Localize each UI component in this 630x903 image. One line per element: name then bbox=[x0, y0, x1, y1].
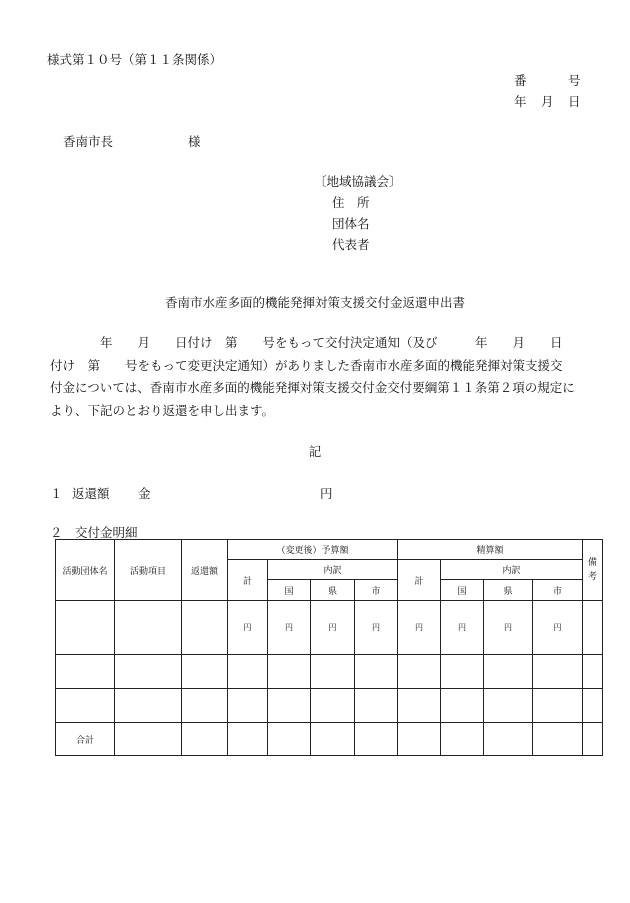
header-settlement-breakdown: 内訳 bbox=[441, 560, 583, 580]
body-line: 年 月 日付け 第 号をもって交付決定通知（及び 年 月 日 bbox=[50, 335, 563, 350]
ki-heading: 記 bbox=[308, 444, 322, 459]
header-activity: 活動項目 bbox=[115, 540, 182, 601]
refund-amount-line bbox=[50, 484, 350, 500]
table-row bbox=[56, 689, 603, 723]
sender-block bbox=[314, 172, 402, 256]
document-title: 香南市水産多面的機能発揮対策支援交付金返還申出書 bbox=[164, 295, 465, 310]
remarks-label: 備 考 bbox=[587, 558, 597, 582]
yen-unit: 円 bbox=[355, 601, 398, 655]
item1-label: 返還額 bbox=[72, 486, 110, 501]
header-settlement-prefecture: 県 bbox=[484, 580, 533, 601]
sender-representative: 代表者 bbox=[332, 237, 370, 252]
header-budget-prefecture: 県 bbox=[311, 580, 355, 601]
header-remarks bbox=[583, 540, 603, 601]
addressee-honorific: 様 bbox=[188, 134, 201, 149]
sender-org: 〔地域協議会〕 bbox=[314, 174, 402, 189]
date-day: 日 bbox=[568, 94, 581, 109]
sender-address: 住 所 bbox=[332, 195, 370, 210]
header-budget: （変更後）予算額 bbox=[228, 540, 398, 560]
yen-unit: 円 bbox=[398, 601, 441, 655]
header-settlement-city: 市 bbox=[533, 580, 583, 601]
body-text bbox=[50, 332, 580, 422]
date-month: 月 bbox=[541, 94, 554, 109]
yen-unit: 円 bbox=[268, 601, 311, 655]
header-settlement-total: 計 bbox=[398, 560, 441, 601]
header-budget-breakdown: 内訳 bbox=[268, 560, 398, 580]
header-budget-city: 市 bbox=[355, 580, 398, 601]
item1-unit: 円 bbox=[320, 486, 333, 501]
yen-unit: 円 bbox=[533, 601, 583, 655]
sum-label: 合計 bbox=[56, 723, 115, 756]
item1-number: １ bbox=[50, 486, 63, 501]
grant-detail-heading: ２ 交付金明細 bbox=[50, 525, 138, 540]
body-line: より、下記のとおり返還を申し出ます。 bbox=[50, 402, 275, 418]
number-label: 番 bbox=[514, 73, 527, 88]
header-refund: 返還額 bbox=[182, 540, 228, 601]
addressee bbox=[63, 132, 201, 150]
date-year: 年 bbox=[514, 94, 527, 109]
table-row bbox=[56, 655, 603, 689]
number-suffix: 号 bbox=[568, 73, 581, 88]
item1-currency: 金 bbox=[138, 486, 151, 501]
addressee-name: 香南市長 bbox=[63, 134, 114, 149]
table-row-total bbox=[56, 723, 603, 756]
yen-unit: 円 bbox=[484, 601, 533, 655]
yen-unit: 円 bbox=[441, 601, 484, 655]
sender-group-name: 団体名 bbox=[332, 216, 370, 231]
body-line: 付け 第 号をもって変更決定通知）がありました香南市水産多面的機能発揮対策支援交 bbox=[50, 357, 563, 373]
header-group-name: 活動団体名 bbox=[56, 540, 115, 601]
header-settlement: 精算額 bbox=[398, 540, 583, 560]
yen-unit: 円 bbox=[311, 601, 355, 655]
header-settlement-nation: 国 bbox=[441, 580, 484, 601]
header-budget-nation: 国 bbox=[268, 580, 311, 601]
body-line: 付金については、香南市水産多面的機能発揮対策支援交付金交付要綱第１１条第２項の規定に bbox=[50, 380, 575, 395]
header-budget-total: 計 bbox=[228, 560, 268, 601]
yen-unit: 円 bbox=[228, 601, 268, 655]
grant-detail-table bbox=[55, 539, 603, 756]
table-row bbox=[56, 601, 603, 655]
form-number: 様式第１０号（第１１条関係） bbox=[47, 52, 223, 67]
